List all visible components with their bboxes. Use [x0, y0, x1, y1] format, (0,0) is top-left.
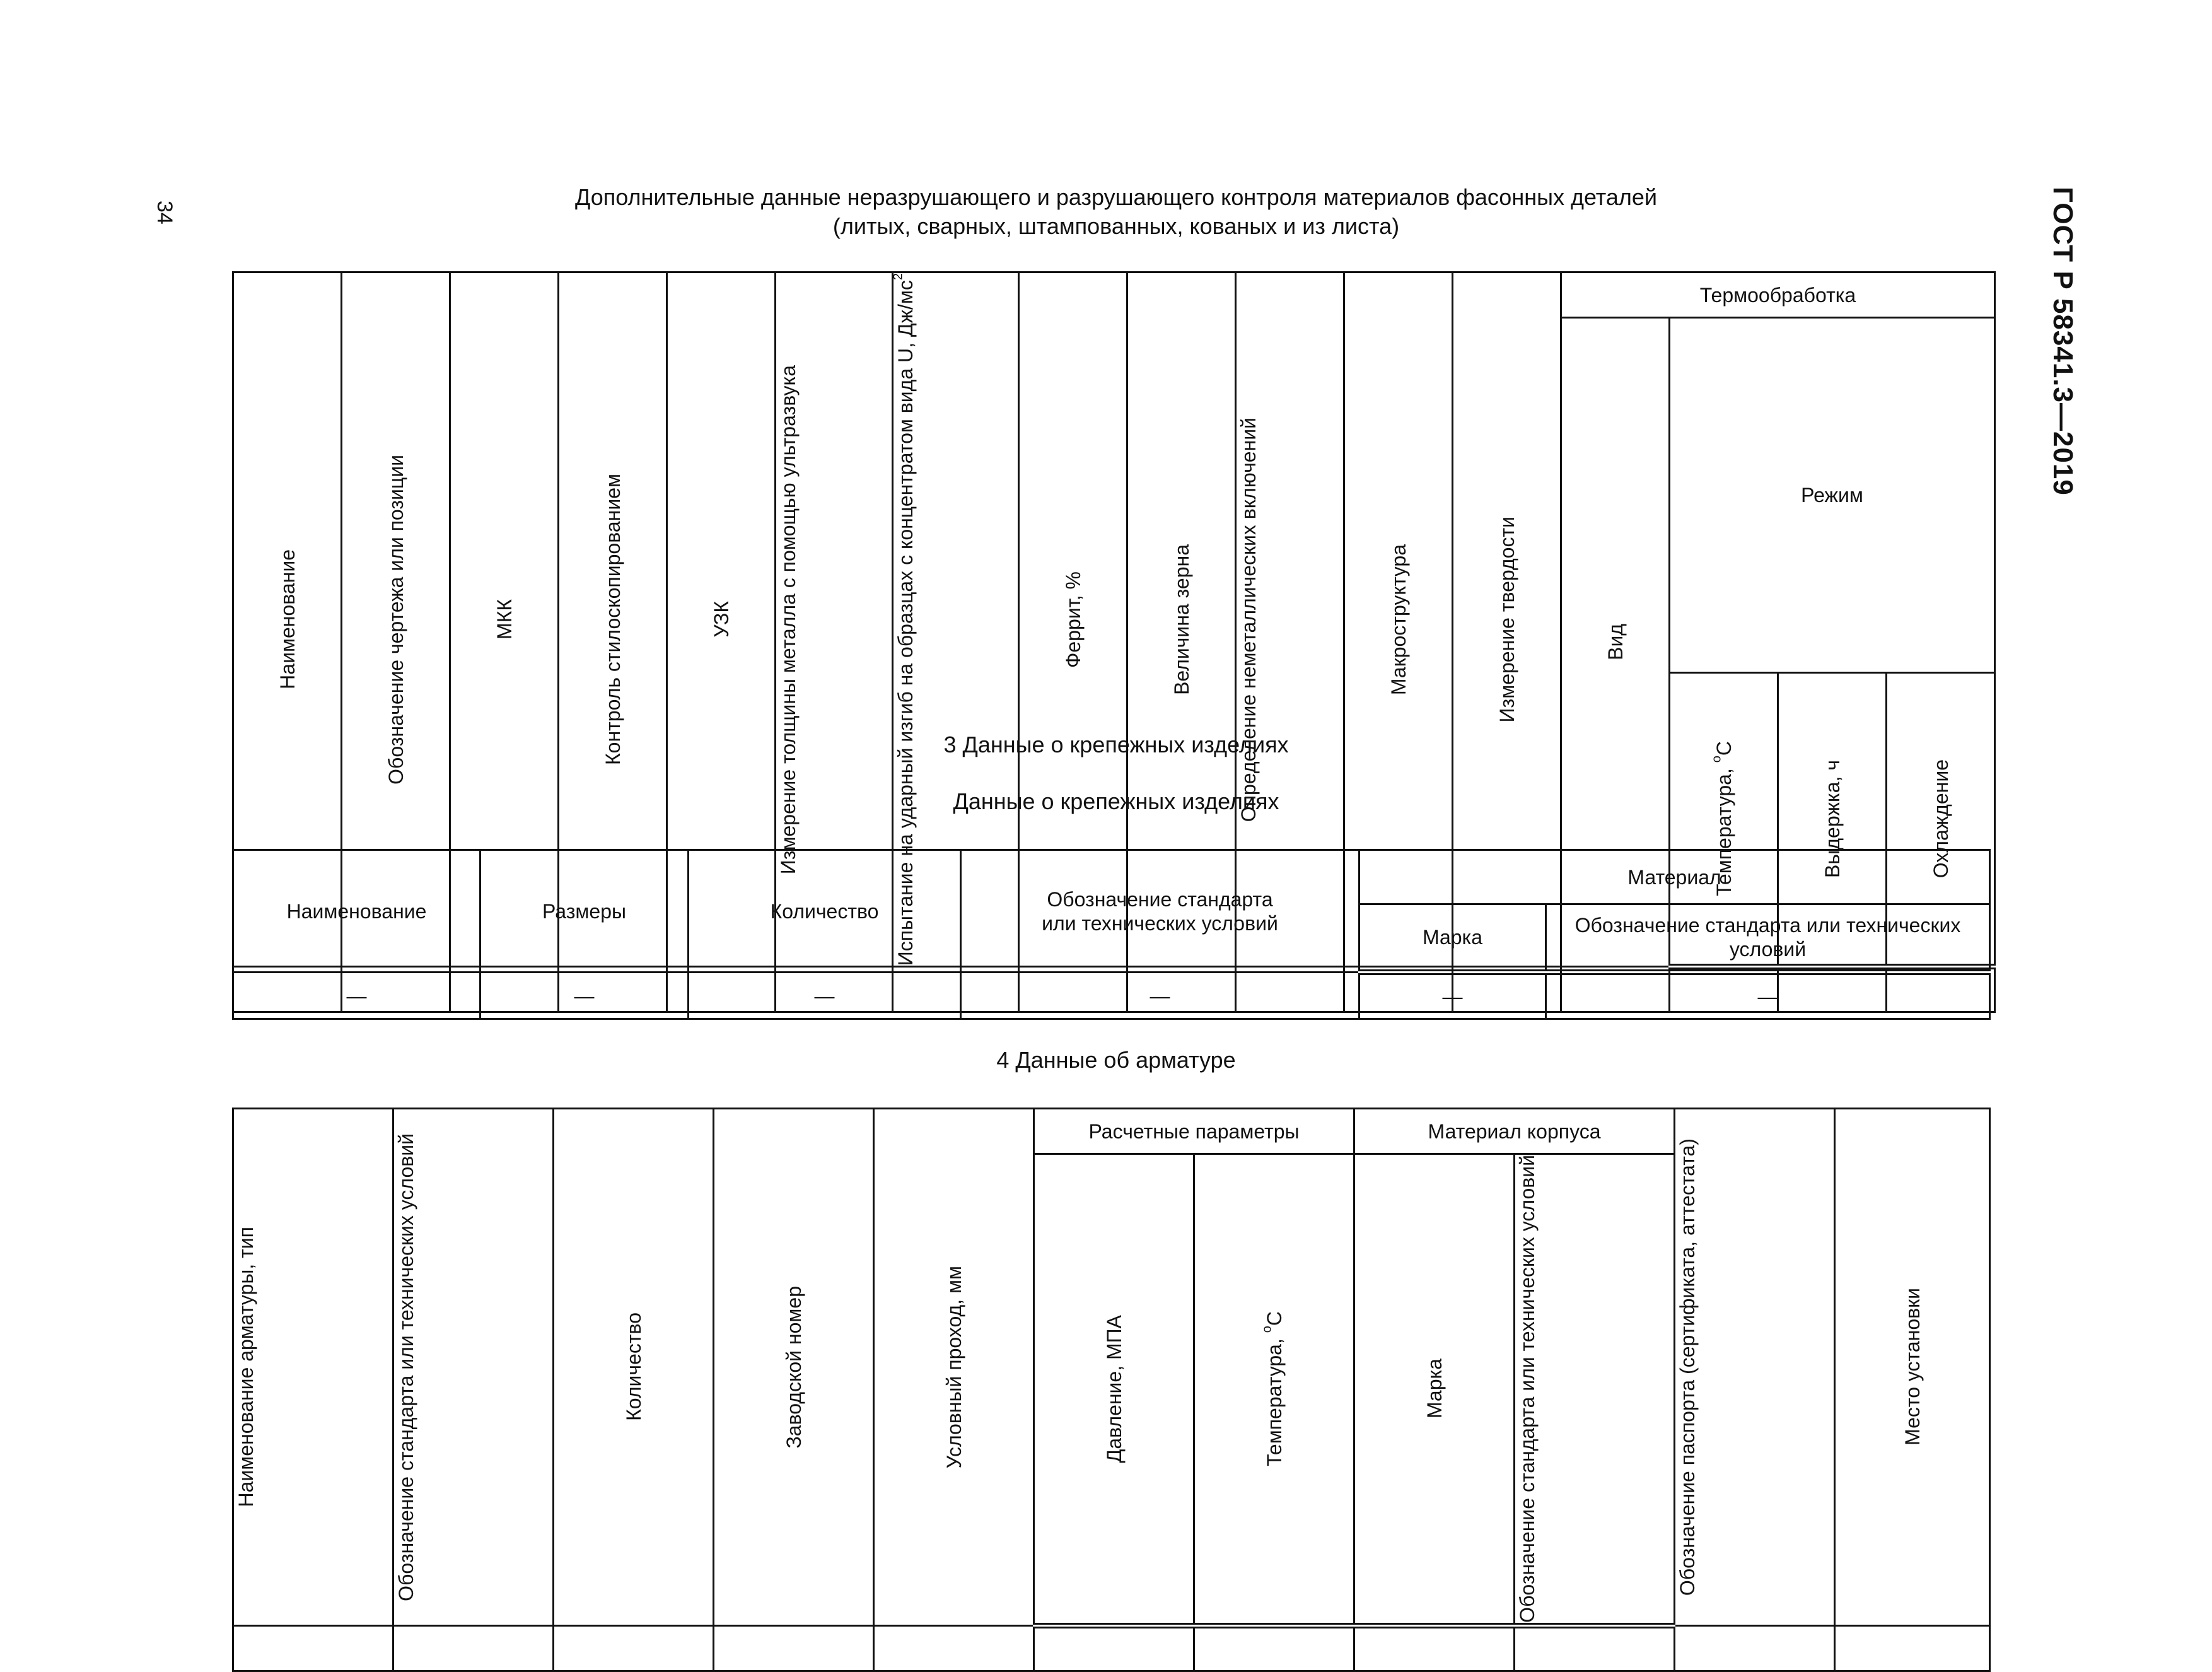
- hdr-mode: Режим: [1670, 318, 1995, 673]
- hdr-macrostructure: Макроструктура: [1344, 272, 1453, 967]
- cell[interactable]: [1515, 1625, 1675, 1671]
- standard-designation: ГОСТ Р 58341.3—2019: [2047, 187, 2078, 496]
- hdr-fastener-material: Материал: [1359, 850, 1990, 904]
- hdr-fastener-grade: Марка: [1359, 904, 1546, 973]
- cell[interactable]: [393, 1625, 554, 1671]
- cell[interactable]: [233, 1625, 393, 1671]
- cell[interactable]: —: [1546, 973, 1990, 1019]
- hdr-drawing: Обозначение чертежа или позиции: [342, 272, 450, 967]
- table1-title-line1: Дополнительные данные неразрушающего и разрушающего контроля материалов фасонных деталей: [574, 184, 1658, 210]
- hdr-name: Наименование: [233, 272, 342, 967]
- cell[interactable]: [1354, 1625, 1515, 1671]
- hdr-ferrite: Феррит, %: [1019, 272, 1127, 967]
- hdr-heat-type: Вид: [1561, 318, 1670, 967]
- hdr-heat-treatment: Термообработка: [1561, 272, 1995, 318]
- cell[interactable]: —: [961, 973, 1359, 1019]
- table-row: [233, 1625, 1990, 1671]
- cell[interactable]: —: [233, 973, 480, 1019]
- cell[interactable]: [554, 1625, 714, 1671]
- cell[interactable]: [1835, 1625, 1990, 1671]
- cell[interactable]: [1034, 1625, 1194, 1671]
- cell[interactable]: —: [1359, 973, 1546, 1019]
- hdr-pressure: Давление, МПА: [1034, 1154, 1194, 1626]
- hdr-hardness: Измерение твердости: [1453, 272, 1561, 967]
- hdr-valve-serial: Заводской номер: [714, 1109, 874, 1626]
- page-number: 34: [153, 201, 177, 225]
- hdr-styloscopy: Контроль стилоскопированием: [559, 272, 667, 967]
- hdr-valve-temperature: Температура, $^o$C: [1194, 1154, 1354, 1626]
- hdr-valve-name: Наименование арматуры, тип: [233, 1109, 393, 1626]
- hdr-install-place: Место установки: [1835, 1109, 1990, 1626]
- table-valves: [232, 1108, 1991, 1672]
- section3-heading: 3 Данные о крепежных изделиях: [943, 732, 1289, 757]
- hdr-body-grade: Марка: [1354, 1154, 1515, 1626]
- hdr-valve-std: Обозначение стандарта или технических условий: [393, 1109, 554, 1626]
- hdr-fastener-size: Размеры: [480, 850, 689, 973]
- table-row: [233, 973, 1990, 1019]
- hdr-calc-params: Расчетные параметры: [1034, 1109, 1354, 1154]
- section3-caption: Данные о крепежных изделиях: [953, 788, 1279, 814]
- cell[interactable]: [1194, 1625, 1354, 1671]
- cell[interactable]: [714, 1625, 874, 1671]
- hdr-cooling: Охлаждение: [1887, 673, 1995, 967]
- cell[interactable]: —: [480, 973, 689, 1019]
- hdr-temperature: Температура, $^o$C: [1670, 673, 1778, 967]
- hdr-mkk: МКК: [450, 272, 559, 967]
- hdr-uzk: УЗК: [667, 272, 776, 967]
- hdr-valve-dn: Условный проход, мм: [874, 1109, 1034, 1626]
- hdr-fastener-name: Наименование: [233, 850, 480, 973]
- section4-heading: 4 Данные об арматуре: [996, 1047, 1236, 1073]
- table1-title-line2: (литых, сварных, штампованных, кованых и из листа): [832, 213, 1400, 239]
- cell[interactable]: [874, 1625, 1034, 1671]
- table-fasteners: [232, 849, 1991, 1020]
- hdr-body-material: Материал корпуса: [1354, 1109, 1675, 1154]
- hdr-body-std: Обозначение стандарта или технических условий: [1515, 1154, 1675, 1626]
- hdr-inclusions: Определение неметаллических включений: [1236, 272, 1344, 967]
- hdr-fastener-std: Обозначение стандарта или технических условий: [961, 850, 1359, 973]
- hdr-fastener-mat-std: Обозначение стандарта или технических условий: [1546, 904, 1990, 973]
- hdr-impact: Испытание на ударный изгиб на образцах с концентратом вида U, $Дж/мс^2$: [893, 272, 1019, 967]
- hdr-valve-qty: Количество: [554, 1109, 714, 1626]
- hdr-fastener-qty: Количество: [689, 850, 961, 973]
- hdr-grain: Величина зерна: [1127, 272, 1236, 967]
- hdr-thickness: Измерение толщины металла с помощью ультразвука: [776, 272, 893, 967]
- hdr-passport: Обозначение паспорта (сертификата, аттестата): [1675, 1109, 1835, 1626]
- hdr-hold: Выдержка, ч: [1778, 673, 1887, 967]
- table1-title: [460, 183, 1772, 241]
- cell[interactable]: [1675, 1625, 1835, 1671]
- cell[interactable]: —: [689, 973, 961, 1019]
